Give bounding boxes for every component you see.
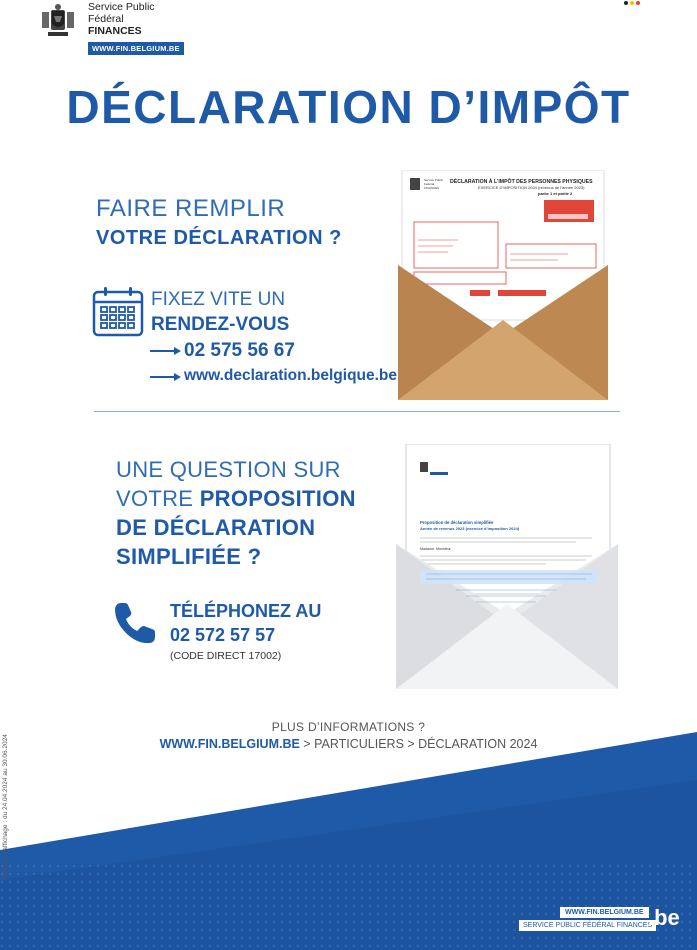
letter-title: Proposition de déclaration simplifiée xyxy=(420,520,494,525)
belgian-crest-logo xyxy=(38,2,78,40)
declaration-website-link[interactable]: www.declaration.belgique.be xyxy=(184,367,398,384)
arrow-right-icon xyxy=(150,346,182,356)
more-info-label: PLUS D’INFORMATIONS ? xyxy=(271,720,426,734)
svg-text:Fédéral: Fédéral xyxy=(424,182,435,186)
form-title: DÉCLARATION À L’IMPÔT DES PERSONNES PHYSIQUES xyxy=(450,179,593,185)
question-line-2-normal: VOTRE xyxy=(116,486,200,511)
footer-org-name: SERVICE PUBLIC FÉDÉRAL FINANCES xyxy=(519,920,656,931)
color-dots-decoration xyxy=(624,1,644,7)
organization-name xyxy=(88,1,155,37)
be-logo: .be xyxy=(648,905,680,930)
info-path-site[interactable]: WWW.FIN.BELGIUM.BE xyxy=(159,737,300,751)
phone-icon xyxy=(112,600,158,646)
letter-greeting: Madame, Monsieur, xyxy=(420,547,452,551)
appointment-phone[interactable]: 02 575 56 67 xyxy=(184,340,295,361)
info-path-rest: > PARTICULIERS > DÉCLARATION 2024 xyxy=(299,737,538,751)
header-url-badge[interactable]: WWW.FIN.BELGIUM.BE xyxy=(88,42,184,55)
section-divider xyxy=(94,411,620,412)
calendar-icon xyxy=(92,285,144,337)
org-line-1: Service Public xyxy=(88,1,155,13)
form-subtitle: EXERCICE D’IMPOSITION 2024 (revenus de l’année 2023) xyxy=(478,185,585,190)
appointment-line-2: RENDEZ-VOUS xyxy=(151,314,290,335)
display-period-side-text xyxy=(2,700,14,880)
letter-subtitle: Année de revenus 2023 (exercice d’imposition 2024) xyxy=(420,526,520,531)
footer-url[interactable]: WWW.FIN.BELGIUM.BE xyxy=(560,907,649,918)
appointment-line-1: FIXEZ VITE UN xyxy=(151,289,286,310)
fill-heading-line-1: FAIRE REMPLIR xyxy=(96,195,286,222)
question-line-3-bold: DE DÉCLARATION xyxy=(116,515,316,540)
tax-form-envelope-image xyxy=(398,170,608,400)
display-period-text: Période d’affichage : du 24.04.2024 au 30.06.2024 xyxy=(2,734,9,880)
call-heading: TÉLÉPHONEZ AU xyxy=(170,601,322,621)
form-parts: partie 1 et partie 2 xyxy=(538,191,573,196)
svg-text:FINANCES: FINANCES xyxy=(424,186,440,190)
question-line-1: UNE QUESTION SUR xyxy=(116,457,341,482)
page-title: DÉCLARATION D’IMPÔT xyxy=(66,81,631,133)
question-line-2 xyxy=(116,486,356,512)
question-line-3 xyxy=(116,515,315,541)
question-line-4 xyxy=(116,544,261,570)
question-line-2-bold: PROPOSITION xyxy=(199,486,356,511)
svg-text:Service Public: Service Public xyxy=(424,178,444,182)
fill-heading-line-2: VOTRE DÉCLARATION ? xyxy=(96,227,342,249)
simplified-proposal-envelope-image xyxy=(396,444,618,689)
question-phone[interactable]: 02 572 57 57 xyxy=(170,625,276,645)
org-line-3: FINANCES xyxy=(88,25,142,37)
arrow-right-icon xyxy=(150,372,182,382)
org-line-2: Fédéral xyxy=(88,13,124,25)
direct-code: (CODE DIRECT 17002) xyxy=(170,650,282,662)
info-path xyxy=(0,737,697,751)
question-line-4-bold: SIMPLIFIÉE ? xyxy=(116,544,262,569)
